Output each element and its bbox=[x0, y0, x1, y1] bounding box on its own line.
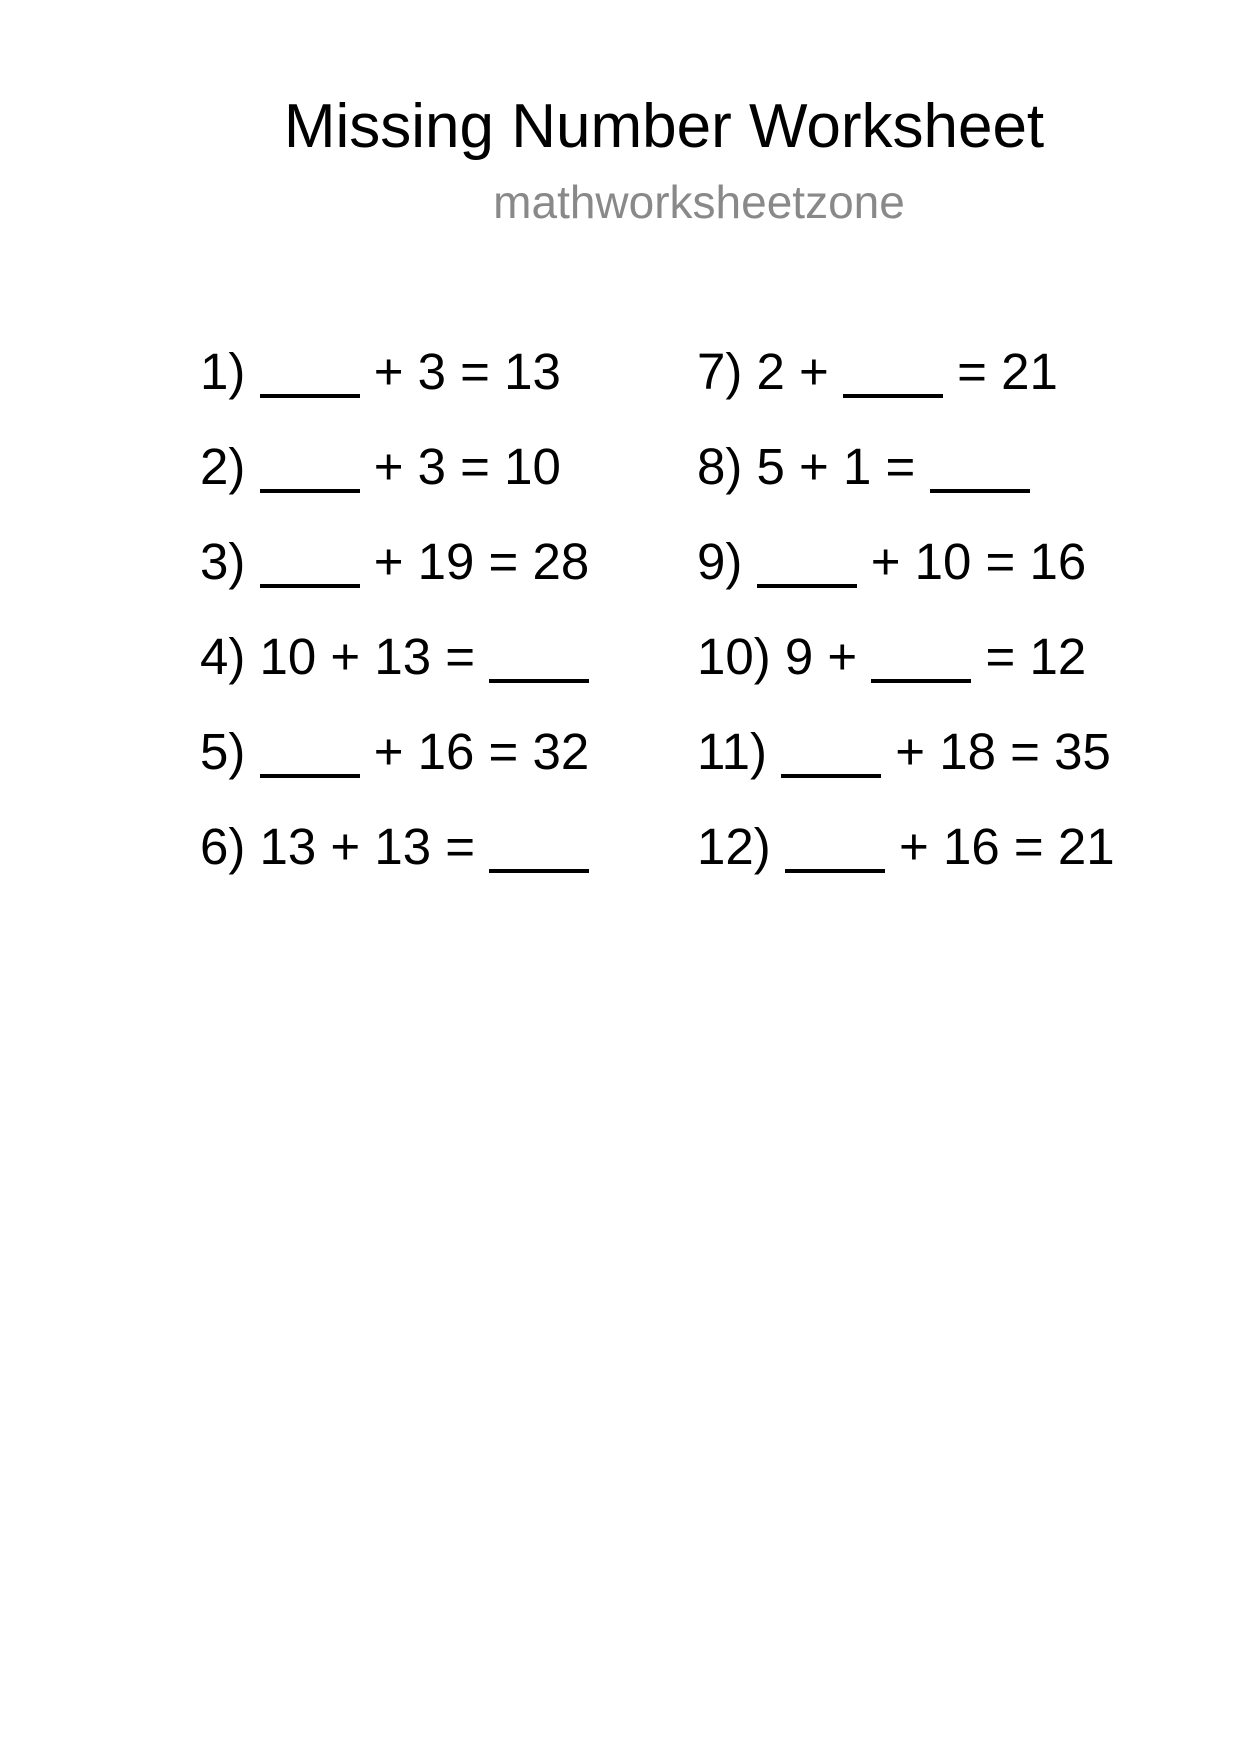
answer-blank bbox=[871, 679, 971, 683]
answer-blank bbox=[489, 869, 589, 873]
answer-blank bbox=[757, 584, 857, 588]
problem-10: 10) 9 + = 12 bbox=[697, 628, 1087, 685]
problem-9: 9) + 10 = 16 bbox=[697, 533, 1087, 590]
problem-11: 11) + 18 = 35 bbox=[697, 723, 1111, 780]
problem-8: 8) 5 + 1 = bbox=[697, 419, 1115, 514]
answer-blank bbox=[260, 394, 360, 398]
answer-blank bbox=[930, 489, 1030, 493]
answer-blank bbox=[489, 679, 589, 683]
problem-7: 7) 2 + = 21 bbox=[697, 343, 1058, 400]
problems-left-column bbox=[200, 324, 589, 894]
problem-12: 12) + 16 = 21 bbox=[697, 818, 1115, 875]
problem-5: 5) + 16 = 32 bbox=[200, 723, 590, 780]
answer-blank bbox=[785, 869, 885, 873]
answer-blank bbox=[781, 774, 881, 778]
answer-blank bbox=[260, 774, 360, 778]
problem-6: 6) 13 + 13 = bbox=[200, 799, 589, 894]
problem-1: 1) + 3 = 13 bbox=[200, 343, 561, 400]
worksheet-title: Missing Number Worksheet bbox=[283, 92, 1045, 161]
answer-blank bbox=[843, 394, 943, 398]
answer-blank bbox=[260, 489, 360, 493]
problem-4: 4) 10 + 13 = bbox=[200, 609, 589, 704]
problem-2: 2) + 3 = 10 bbox=[200, 438, 561, 495]
problems-right-column bbox=[697, 324, 1115, 894]
problem-3: 3) + 19 = 28 bbox=[200, 533, 590, 590]
worksheet-subtitle: mathworksheetzone bbox=[493, 176, 905, 228]
answer-blank bbox=[260, 584, 360, 588]
